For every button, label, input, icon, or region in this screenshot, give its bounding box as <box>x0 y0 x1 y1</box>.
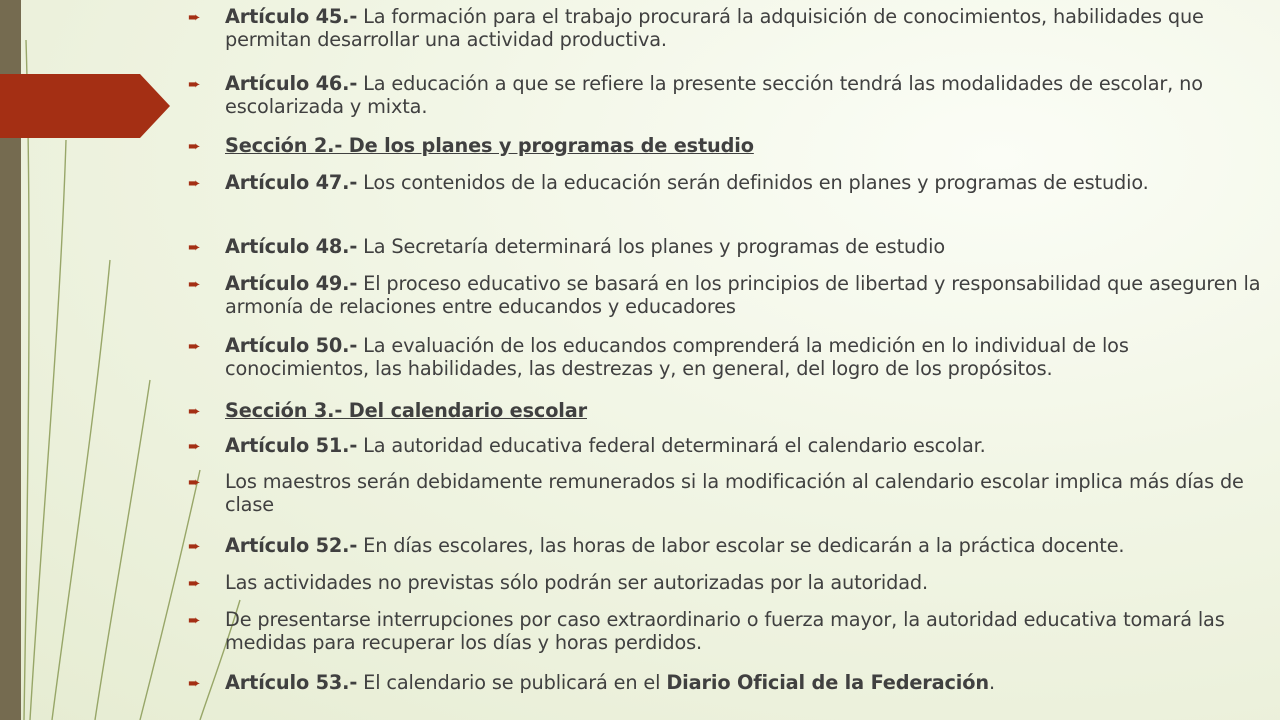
article-text: La Secretaría determinará los planes y programas de estudio <box>357 235 945 258</box>
arrow-bullet-icon: ➨ <box>188 75 201 93</box>
article-text: Los maestros serán debidamente remunerados si la modificación al calendario escolar implica más días de clase <box>225 470 1244 516</box>
article-number: Artículo 53.- <box>225 671 358 694</box>
list-item <box>188 471 1273 516</box>
list-item <box>188 572 1273 595</box>
article-text: En días escolares, las horas de labor escolar se dedicarán a la práctica docente. <box>357 534 1125 557</box>
section-heading <box>188 400 1273 423</box>
list-item <box>188 435 1273 458</box>
article-text: Las actividades no previstas sólo podrán ser autorizadas por la autoridad. <box>225 571 928 594</box>
article-number: Artículo 51.- <box>225 434 358 457</box>
list-item <box>188 73 1273 118</box>
list-item <box>188 6 1273 51</box>
article-text: De presentarse interrupciones por caso extraordinario o fuerza mayor, la autoridad educativa tomará las medidas para recuperar los días y horas perdidos. <box>225 608 1225 654</box>
article-text: La educación a que se refiere la presente sección tendrá las modalidades de escolar, no escolarizada y mixta. <box>225 72 1203 118</box>
list-item <box>188 172 1273 195</box>
arrow-bullet-icon: ➨ <box>188 8 201 26</box>
arrow-bullet-icon: ➨ <box>188 537 201 555</box>
arrow-bullet-icon: ➨ <box>188 275 201 293</box>
arrow-bullet-icon: ➨ <box>188 337 201 355</box>
trailing-text: . <box>988 671 995 694</box>
article-text: Los contenidos de la educación serán definidos en planes y programas de estudio. <box>357 171 1149 194</box>
arrow-bullet-icon: ➨ <box>188 473 201 491</box>
section-heading-text: Sección 2.- De los planes y programas de estudio <box>225 134 754 157</box>
article-number: Artículo 48.- <box>225 235 358 258</box>
arrow-bullet-icon: ➨ <box>188 611 201 629</box>
section-heading <box>188 135 1273 158</box>
list-item <box>188 672 1273 695</box>
list-item <box>188 273 1273 318</box>
arrow-bullet-icon: ➨ <box>188 674 201 692</box>
list-item <box>188 236 1273 259</box>
section-heading-text: Sección 3.- Del calendario escolar <box>225 399 587 422</box>
arrow-bullet-icon: ➨ <box>188 174 201 192</box>
article-text: La formación para el trabajo procurará la adquisición de conocimientos, habilidades que permitan desarrollar una actividad productiva. <box>225 5 1204 51</box>
article-text: El calendario se publicará en el <box>357 671 667 694</box>
arrow-bullet-icon: ➨ <box>188 574 201 592</box>
arrow-bullet-icon: ➨ <box>188 137 201 155</box>
article-number: Artículo 47.- <box>225 171 358 194</box>
emphasized-text: Diario Oficial de la Federación <box>666 671 989 694</box>
arrow-bullet-icon: ➨ <box>188 238 201 256</box>
article-text: La evaluación de los educandos comprenderá la medición en lo individual de los conocimientos, las habilidades, las destrezas y, en general, del logro de los propósitos. <box>225 334 1129 380</box>
arrow-bullet-icon: ➨ <box>188 437 201 455</box>
list-item <box>188 535 1273 558</box>
article-text: El proceso educativo se basará en los principios de libertad y responsabilidad que aseguren la armonía de relaciones entre educandos y educadores <box>225 272 1261 318</box>
article-text: La autoridad educativa federal determinará el calendario escolar. <box>357 434 986 457</box>
red-arrow-accent <box>0 74 170 138</box>
article-number: Artículo 50.- <box>225 334 358 357</box>
list-item <box>188 609 1273 654</box>
article-number: Artículo 45.- <box>225 5 358 28</box>
article-number: Artículo 52.- <box>225 534 358 557</box>
article-number: Artículo 46.- <box>225 72 358 95</box>
arrow-bullet-icon: ➨ <box>188 402 201 420</box>
article-number: Artículo 49.- <box>225 272 358 295</box>
list-item <box>188 335 1273 380</box>
